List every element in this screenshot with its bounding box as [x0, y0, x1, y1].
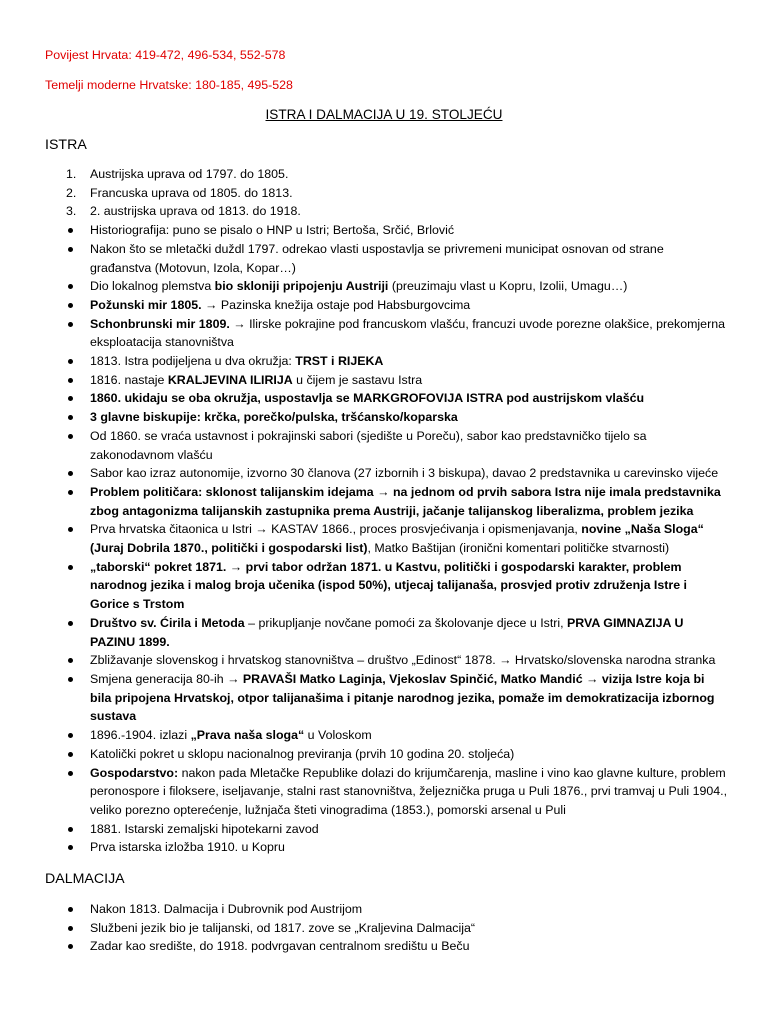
- bullet-icon: [68, 490, 73, 495]
- bold-text: bio skloniji pripojenju Austriji: [214, 279, 389, 294]
- list-item: [0, 352, 768, 371]
- bold-text: „Prava naša sloga“: [190, 728, 305, 743]
- text: Katolički pokret u sklopu nacionalnog previranja (prvih 10 godina 20. stoljeća): [90, 746, 515, 761]
- list-item: [0, 764, 768, 820]
- bullet-icon: [68, 527, 73, 532]
- list-item: [0, 520, 768, 557]
- bullet-icon: [68, 415, 73, 420]
- list-number: 2.: [66, 185, 77, 200]
- bullet-icon: [68, 944, 73, 949]
- bold-text: Gospodarstvo:: [90, 765, 179, 780]
- bold-text: 1860. ukidaju se oba okružja, uspostavlja se MARKGROFOVIJA ISTRA pod austrijskom vlašću: [90, 391, 645, 406]
- list-item: [0, 389, 768, 408]
- text: 1816. nastaje: [90, 372, 168, 387]
- list-item: [0, 221, 768, 240]
- list-item: [0, 820, 768, 839]
- text: , Matko Baštijan (ironični komentari političke stvarnosti): [367, 541, 670, 556]
- text: Ilirske pokrajine pod francuskom vlašću, francuzi uvode porezne olakšice, prekomjerna eksploatacija stanovništva: [90, 316, 725, 350]
- bullet-icon: [68, 396, 73, 401]
- bold-text: Društvo sv. Ćirila i Metoda: [90, 615, 245, 630]
- text: Sabor kao izraz autonomije, izvorno 30 članova (27 izbornih i 3 biskupa), davao 2 predstavnika u carevinsko vijeće: [90, 466, 719, 481]
- bold-text: novine „Naša Sloga“ (Juraj Dobrila 1870., politički i gospodarski list): [90, 522, 704, 556]
- bullet-icon: [68, 471, 73, 476]
- text: u čijem je sastavu Istra: [292, 372, 423, 387]
- bold-text: Problem političara: sklonost talijanskim idejama → na jednom od prvih sabora Istra nije imala predstavnika zbog antagonizma talijanskih zastupnika prema Austriji, jačanje talijanskog liberalizma, problem jezika: [90, 484, 721, 518]
- bullet-icon: [68, 284, 73, 289]
- bullet-icon: [68, 907, 73, 912]
- list-item: [0, 558, 768, 614]
- list-item: [0, 838, 768, 857]
- text: 1881. Istarski zemaljski hipotekarni zavod: [90, 821, 319, 836]
- bold-text: TRST i RIJEKA: [295, 354, 384, 369]
- list-item: [0, 371, 768, 390]
- list-item: [0, 165, 768, 184]
- text: Dio lokalnog plemstva: [90, 279, 215, 294]
- bold-text: Požunski mir 1805.: [90, 297, 202, 312]
- bullet-icon: [68, 677, 73, 682]
- text: (preuzimaju vlast u Kopru, Izolii, Umagu…): [388, 279, 628, 294]
- bullet-icon: [68, 752, 73, 757]
- text: Od 1860. se vraća ustavnost i pokrajinski sabori (sjedište u Poreču), sabor kao predstavničko tijelo sa zakonodavnom vlašću: [90, 428, 647, 462]
- list-item: [0, 315, 768, 352]
- bullet-icon: [68, 733, 73, 738]
- list-item: [0, 464, 768, 483]
- bullet-icon: [68, 926, 73, 931]
- istra-list: [0, 165, 768, 857]
- list-item: [0, 651, 768, 670]
- text: Nakon 1813. Dalmacija i Dubrovnik pod Austrijom: [90, 902, 363, 916]
- list-item: [0, 900, 768, 919]
- list-item: [0, 240, 768, 277]
- text: Pazinska knežija ostaje pod Habsburgovcima: [220, 297, 471, 312]
- bullet-icon: [68, 845, 73, 850]
- text: Nakon što se mletački duždl 1797. odrekao vlasti uspostavlja se privremeni municipat osnovan od strane građanstva (Motovun, Izola, Kopar…): [90, 241, 664, 275]
- bullet-icon: [68, 228, 73, 233]
- list-item: [0, 296, 768, 315]
- bullet-icon: [68, 434, 73, 439]
- bold-text: PRAVAŠI Matko Laginja, Vjekoslav Spinčić, Matko Mandić → vizija Istre koja bi bila pripojena Hrvatskoj, otpor talijanašima i pitanje narodnog jezika, pomaže im demokratizacija izbornog sustava: [90, 671, 715, 724]
- bullet-icon: [68, 247, 73, 252]
- list-number: 1.: [66, 167, 77, 181]
- document-title: ISTRA I DALMACIJA U 19. STOLJEĆU: [265, 107, 503, 122]
- list-item: [0, 483, 768, 520]
- text: 1813. Istra podijeljena u dva okružja:: [90, 354, 296, 369]
- text: Službeni jezik bio je talijanski, od 1817. zove se „Kraljevina Dalmacija“: [90, 920, 475, 935]
- bold-text: PRVA GIMNAZIJA U PAZINU 1899.: [90, 615, 684, 649]
- bullet-icon: [68, 771, 73, 776]
- text: Smjena generacija 80-ih →: [90, 671, 243, 686]
- text: u Voloskom: [304, 728, 372, 743]
- bold-text: →: [229, 316, 250, 331]
- text: 1896.-1904. izlazi: [90, 728, 191, 743]
- text: 2. austrijska uprava od 1813. do 1918.: [90, 204, 301, 219]
- bullet-icon: [68, 827, 73, 832]
- text: Zadar kao središte, do 1918. podvrgavan centralnom središtu u Beču: [90, 939, 470, 954]
- text: Zbližavanje slovenskog i hrvatskog stanovništva – društvo „Edinost“ 1878. → Hrvatsko/slovenska narodna stranka: [90, 653, 716, 668]
- bullet-icon: [68, 378, 73, 383]
- list-item: [0, 937, 768, 956]
- bullet-icon: [68, 565, 73, 570]
- list-item: [0, 726, 768, 745]
- text: Historiografija: puno se pisalo o HNP u Istri; Bertoša, Srčić, Brlović: [90, 223, 455, 238]
- text: Francuska uprava od 1805. do 1813.: [90, 185, 293, 200]
- bold-text: „taborski“ pokret 1871. → prvi tabor održan 1871. u Kastvu, politički i gospodarski karakter, problem narodnog jezika i malog broja učenika (ispod 50%), utjecaj talijanaša, prosvjed protiv združenja Istre i Gorice s Trstom: [90, 559, 687, 612]
- text: Prva istarska izložba 1910. u Kopru: [90, 840, 285, 855]
- bullet-icon: [68, 621, 73, 626]
- dalmacija-list: [0, 900, 768, 956]
- list-item: [0, 202, 768, 221]
- list-item: [0, 614, 768, 651]
- bold-text: KRALJEVINA ILIRIJA: [167, 372, 293, 387]
- bullet-icon: [68, 303, 73, 308]
- reference-temelji-moderne-hrvatske: Temelji moderne Hrvatske: 180-185, 495-528: [45, 78, 293, 92]
- list-item: [0, 277, 768, 296]
- list-item: [0, 919, 768, 938]
- bullet-icon: [68, 322, 73, 327]
- text: – prikupljanje novčane pomoći za školovanje djece u Istri,: [244, 615, 568, 630]
- bullet-icon: [68, 359, 73, 364]
- list-item: [0, 408, 768, 427]
- bold-text: Schonbrunski mir 1809.: [90, 316, 230, 331]
- list-number: 3.: [66, 204, 77, 219]
- text: Prva hrvatska čitaonica u Istri → KASTAV 1866., proces prosvjećivanja i opismenjavanja,: [90, 522, 582, 537]
- bold-text: 3 glavne biskupije: krčka, porečko/pulska, tršćansko/koparska: [90, 410, 458, 425]
- list-item: [0, 184, 768, 203]
- list-item: [0, 745, 768, 764]
- bold-text: →: [201, 297, 221, 312]
- text: nakon pada Mletačke Republike dolazi do krijumčarenja, masline i vino kao glavne kulture, problem peronospore i filoksere, iseljavanje, stalni rast stanovništva, željeznička pruga u Puli 1876., prvi tramvaj u Puli 1904., veliko porezno opterećenje, lužnjača šteti vinogradima (1853.), pomorski arsenal u Puli: [90, 765, 728, 817]
- list-item: [0, 427, 768, 464]
- text: Austrijska uprava od 1797. do 1805.: [90, 167, 289, 181]
- section-heading-dalmacija: DALMACIJA: [45, 871, 125, 887]
- list-item: [0, 670, 768, 726]
- bullet-icon: [68, 658, 73, 663]
- reference-povijest-hrvata: Povijest Hrvata: 419-472, 496-534, 552-578: [45, 48, 286, 62]
- section-heading-istra: ISTRA: [45, 137, 87, 153]
